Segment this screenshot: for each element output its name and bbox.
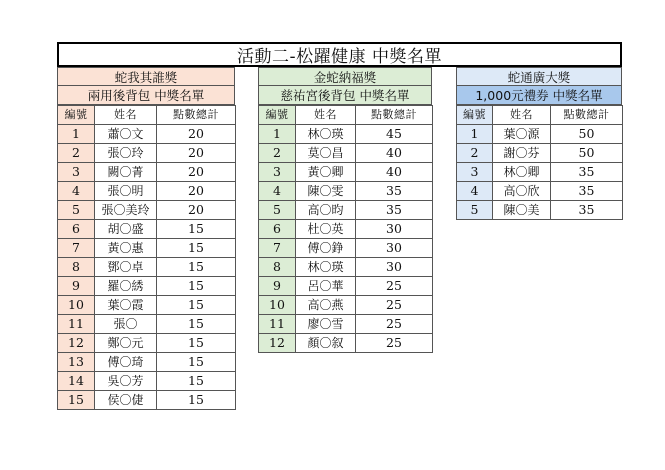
points-total: 35 xyxy=(551,201,623,220)
winner-name: 黃〇卿 xyxy=(296,163,356,182)
winner-name: 高〇燕 xyxy=(296,296,356,315)
table-row xyxy=(58,182,236,201)
row-number: 2 xyxy=(259,144,296,163)
table-row xyxy=(259,296,433,315)
winner-name: 葉〇霞 xyxy=(95,296,157,315)
row-number: 6 xyxy=(259,220,296,239)
points-total: 25 xyxy=(356,334,433,353)
table-row xyxy=(259,277,433,296)
winner-name: 呂〇華 xyxy=(296,277,356,296)
winners-table xyxy=(57,105,236,410)
column-header-row xyxy=(259,106,433,125)
row-number: 4 xyxy=(457,182,493,201)
row-number: 9 xyxy=(259,277,296,296)
points-total: 15 xyxy=(157,353,236,372)
row-number: 5 xyxy=(457,201,493,220)
winner-name: 張〇 xyxy=(95,315,157,334)
points-total: 15 xyxy=(157,296,236,315)
row-number: 1 xyxy=(259,125,296,144)
winner-name: 葉〇源 xyxy=(493,125,551,144)
row-number: 7 xyxy=(259,239,296,258)
column-header-row xyxy=(58,106,236,125)
table-row xyxy=(259,258,433,277)
points-total: 20 xyxy=(157,125,236,144)
points-total: 35 xyxy=(551,182,623,201)
points-total: 25 xyxy=(356,315,433,334)
table-row xyxy=(259,182,433,201)
row-number: 14 xyxy=(58,372,95,391)
column-header: 編號 xyxy=(58,106,95,125)
winner-name: 林〇瑛 xyxy=(296,258,356,277)
column-header: 編號 xyxy=(457,106,493,125)
table-row xyxy=(259,163,433,182)
row-number: 15 xyxy=(58,391,95,410)
winner-name: 廖〇雪 xyxy=(296,315,356,334)
row-number: 13 xyxy=(58,353,95,372)
points-total: 15 xyxy=(157,391,236,410)
table-row xyxy=(457,144,623,163)
winner-name: 傅〇錚 xyxy=(296,239,356,258)
table-row xyxy=(259,239,433,258)
winner-name: 陳〇雯 xyxy=(296,182,356,201)
winner-name: 吳〇芳 xyxy=(95,372,157,391)
table-row xyxy=(259,125,433,144)
winner-name: 杜〇英 xyxy=(296,220,356,239)
row-number: 5 xyxy=(58,201,95,220)
winner-name: 鄧〇卓 xyxy=(95,258,157,277)
prize-subtitle: 1,000元禮券 中獎名單 xyxy=(456,86,622,105)
table-row xyxy=(457,163,623,182)
points-total: 15 xyxy=(157,220,236,239)
winner-name: 顏〇叙 xyxy=(296,334,356,353)
points-total: 35 xyxy=(356,201,433,220)
row-number: 3 xyxy=(457,163,493,182)
winner-name: 陳〇美 xyxy=(493,201,551,220)
row-number: 12 xyxy=(259,334,296,353)
prize-subtitle: 兩用後背包 中獎名單 xyxy=(57,86,235,105)
prize-name: 蛇我其誰獎 xyxy=(57,67,235,86)
points-total: 25 xyxy=(356,296,433,315)
table-row xyxy=(58,201,236,220)
row-number: 11 xyxy=(58,315,95,334)
winner-name: 傅〇琦 xyxy=(95,353,157,372)
table-row xyxy=(58,334,236,353)
points-total: 35 xyxy=(551,163,623,182)
points-total: 30 xyxy=(356,258,433,277)
table-row xyxy=(58,372,236,391)
points-total: 30 xyxy=(356,239,433,258)
table-row xyxy=(58,353,236,372)
winner-name: 林〇瑛 xyxy=(296,125,356,144)
table-row xyxy=(58,163,236,182)
column-header: 姓名 xyxy=(95,106,157,125)
row-number: 12 xyxy=(58,334,95,353)
table-row xyxy=(259,220,433,239)
points-total: 50 xyxy=(551,144,623,163)
row-number: 4 xyxy=(259,182,296,201)
page-title: 活動二-松躍健康 中獎名單 xyxy=(57,42,622,67)
row-number: 1 xyxy=(457,125,493,144)
table-row xyxy=(58,296,236,315)
column-header: 點數總計 xyxy=(356,106,433,125)
prize-name: 金蛇納福獎 xyxy=(258,67,432,86)
prize-name: 蛇通廣大獎 xyxy=(456,67,622,86)
column-header: 姓名 xyxy=(493,106,551,125)
column-header-row xyxy=(457,106,623,125)
prize-subtitle: 慈祐宮後背包 中獎名單 xyxy=(258,86,432,105)
table-row xyxy=(58,220,236,239)
table-row xyxy=(58,277,236,296)
row-number: 10 xyxy=(259,296,296,315)
table-row xyxy=(259,315,433,334)
row-number: 8 xyxy=(58,258,95,277)
row-number: 8 xyxy=(259,258,296,277)
points-total: 20 xyxy=(157,144,236,163)
points-total: 15 xyxy=(157,239,236,258)
table-row xyxy=(58,258,236,277)
points-total: 15 xyxy=(157,315,236,334)
table-row xyxy=(259,201,433,220)
table-row xyxy=(457,201,623,220)
points-total: 15 xyxy=(157,334,236,353)
winner-name: 侯〇倢 xyxy=(95,391,157,410)
row-number: 7 xyxy=(58,239,95,258)
column-header: 點數總計 xyxy=(551,106,623,125)
points-total: 50 xyxy=(551,125,623,144)
winner-name: 胡〇盛 xyxy=(95,220,157,239)
winner-name: 羅〇綉 xyxy=(95,277,157,296)
row-number: 11 xyxy=(259,315,296,334)
table-row xyxy=(259,144,433,163)
points-total: 20 xyxy=(157,182,236,201)
winners-table xyxy=(258,105,433,353)
row-number: 2 xyxy=(58,144,95,163)
winner-name: 張〇明 xyxy=(95,182,157,201)
winner-name: 闕〇菁 xyxy=(95,163,157,182)
winner-name: 高〇昀 xyxy=(296,201,356,220)
row-number: 6 xyxy=(58,220,95,239)
column-header: 姓名 xyxy=(296,106,356,125)
row-number: 4 xyxy=(58,182,95,201)
row-number: 2 xyxy=(457,144,493,163)
winners-table xyxy=(456,105,623,220)
row-number: 10 xyxy=(58,296,95,315)
prize-group-3 xyxy=(456,67,623,220)
row-number: 5 xyxy=(259,201,296,220)
points-total: 15 xyxy=(157,258,236,277)
table-row xyxy=(58,239,236,258)
table-row xyxy=(457,182,623,201)
points-total: 35 xyxy=(356,182,433,201)
prize-group-2 xyxy=(258,67,433,353)
table-row xyxy=(58,144,236,163)
row-number: 3 xyxy=(58,163,95,182)
prize-group-1 xyxy=(57,67,236,410)
winner-name: 謝〇芬 xyxy=(493,144,551,163)
row-number: 9 xyxy=(58,277,95,296)
points-total: 15 xyxy=(157,372,236,391)
winner-name: 黃〇惠 xyxy=(95,239,157,258)
points-total: 30 xyxy=(356,220,433,239)
table-row xyxy=(58,125,236,144)
column-header: 編號 xyxy=(259,106,296,125)
winner-name: 張〇美玲 xyxy=(95,201,157,220)
points-total: 45 xyxy=(356,125,433,144)
points-total: 20 xyxy=(157,201,236,220)
points-total: 40 xyxy=(356,163,433,182)
points-total: 20 xyxy=(157,163,236,182)
winner-name: 高〇欣 xyxy=(493,182,551,201)
winner-name: 莫〇昌 xyxy=(296,144,356,163)
points-total: 40 xyxy=(356,144,433,163)
table-row xyxy=(58,391,236,410)
winner-name: 張〇玲 xyxy=(95,144,157,163)
row-number: 1 xyxy=(58,125,95,144)
winner-name: 蕭〇文 xyxy=(95,125,157,144)
table-row xyxy=(259,334,433,353)
points-total: 15 xyxy=(157,277,236,296)
column-header: 點數總計 xyxy=(157,106,236,125)
table-row xyxy=(457,125,623,144)
row-number: 3 xyxy=(259,163,296,182)
table-row xyxy=(58,315,236,334)
winner-name: 鄭〇元 xyxy=(95,334,157,353)
winner-name: 林〇卿 xyxy=(493,163,551,182)
points-total: 25 xyxy=(356,277,433,296)
